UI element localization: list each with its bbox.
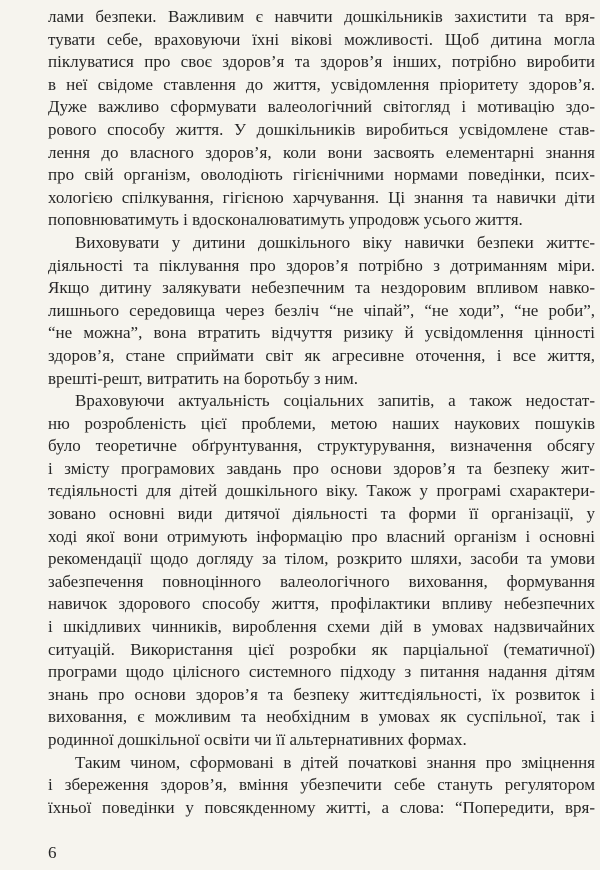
- text-line: поповнюватимуть і вдосконалюватимуть упродовж усього життя.: [48, 210, 523, 230]
- text-line: було теоретичне обґрунтування, структурування, визначення обсягу: [48, 436, 595, 456]
- text-line: навичок здорового способу життя, профілактики впливу небезпечних: [48, 594, 595, 614]
- text-line: рекомендації щодо догляду за тілом, розкрито шляхи, засоби та умови: [48, 549, 595, 569]
- text-line: лишнього середовища через безліч “не чіпай”, “не ходи”, “не роби”,: [48, 300, 595, 320]
- text-line: тувати себе, враховуючи їхні вікові можливості. Щоб дитина могла: [48, 29, 595, 49]
- text-line: ситуацій. Використання цієї розробки як парціальної (тематичної): [48, 639, 595, 659]
- body-text: [48, 6, 595, 819]
- text-line: і збереження здоров’я, вміння убезпечити себе стануть регулятором: [48, 775, 595, 795]
- text-line: піклуватися про своє здоров’я та здоров’я інших, потрібно виробити: [48, 52, 595, 72]
- text-line: родинної дошкільної освіти чи її альтернативних формах.: [48, 730, 467, 749]
- text-line: Враховуючи актуальність соціальних запитів, а також недостат-: [75, 391, 595, 411]
- text-line: їхньої поведінки у повсякденному житті, а слова: “Попередити, вря-: [48, 797, 595, 817]
- text-line: лами безпеки. Важливим є навчити дошкільників захистити та вря-: [48, 7, 595, 26]
- text-line: Виховувати у дитини дошкільного віку навички безпеки життє-: [75, 232, 595, 252]
- text-line: здоров’я, стане сприймати світ як агресивне оточення, і все життя,: [48, 345, 595, 365]
- text-line: діяльності та піклування про здоров’я потрібно з дотриманням міри.: [48, 255, 595, 275]
- text-line: виховання, є можливим та необхідним в умовах як суспільної, так і: [48, 707, 595, 727]
- text-line: і шкідливих чинників, вироблення схеми дій в умовах надзвичайних: [48, 617, 595, 637]
- text-line: Дуже важливо сформувати валеологічний світогляд і мотивацію здо-: [48, 97, 595, 117]
- text-line: ню розробленість цієї проблеми, метою наших наукових пошуків: [48, 413, 595, 433]
- text-line: знань про основи здоров’я та безпеку життєдіяльності, їх розвиток і: [48, 684, 595, 704]
- text-line: рового способу життя. У дошкільників виробиться усвідомлене став-: [48, 119, 595, 139]
- text-line: про свій організм, оволодіють гігієнічними нормами поведінки, псих-: [48, 165, 595, 185]
- text-line: і змісту програмових завдань про основи здоров’я та безпеку жит-: [48, 458, 595, 478]
- text-line: в неї свідоме ставлення до життя, усвідомлення пріоритету здоров’я.: [48, 74, 595, 94]
- text-line: Якщо дитину залякувати небезпечним та нездоровим впливом навко-: [48, 278, 595, 298]
- page-number: 6: [48, 843, 57, 862]
- text-line: програми щодо цілісного системного підходу з питання надання дітям: [48, 662, 595, 682]
- text-line: хологією спілкування, гігієною харчування. Ці знання та навички діти: [48, 187, 595, 207]
- text-line: ході якої вони отримують інформацію про власний організм і основні: [48, 526, 595, 546]
- text-line: зовано основні види дитячої діяльності та форми її організації, у: [48, 504, 595, 524]
- text-line: тєдіяльності для дітей дошкільного віку. Також у програмі схарактери-: [48, 481, 595, 501]
- text-line: врешті-решт, витратить на боротьбу з ним.: [48, 368, 359, 388]
- text-line: “не можна”, вона втратить відчуття ризику й усвідомлення цінності: [48, 323, 595, 343]
- text-line: Таким чином, сформовані в дітей початкові знання про зміцнення: [75, 752, 595, 772]
- text-line: забезпечення повноцінного валеологічного виховання, формування: [48, 571, 595, 591]
- text-line: лення до власного здоров’я, коли вони засвоять елементарні знання: [48, 142, 595, 162]
